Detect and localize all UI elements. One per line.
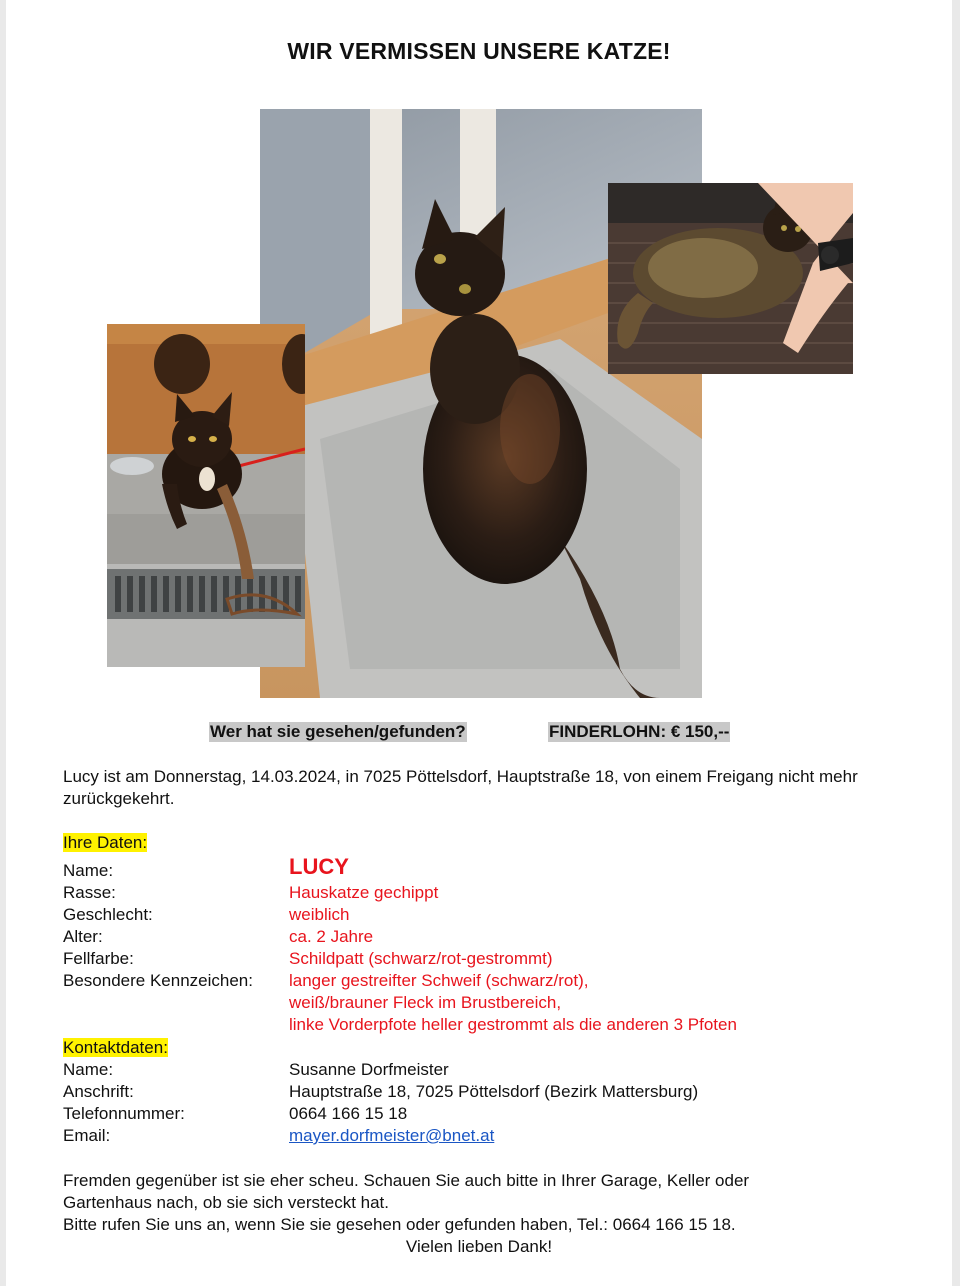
contact-label-name: Name: bbox=[63, 1060, 114, 1079]
cat-value-marks: langer gestreifter Schweif (schwarz/rot), bbox=[289, 971, 589, 990]
cat-label-fur: Fellfarbe: bbox=[63, 949, 134, 968]
cat-label-age: Alter: bbox=[63, 927, 103, 946]
contact-value-address: Hauptstraße 18, 7025 Pöttelsdorf (Bezirk Mattersburg) bbox=[289, 1082, 699, 1101]
cat-label-sex: Geschlecht: bbox=[63, 905, 153, 924]
contact-label-address: Anschrift: bbox=[63, 1082, 134, 1101]
flyer-page bbox=[6, 0, 952, 1286]
intro-paragraph: Lucy ist am Donnerstag, 14.03.2024, in 7025 Pöttelsdorf, Hauptstraße 18, von einem Freigang nicht mehr zurückgekehrt. bbox=[63, 767, 858, 808]
thanks-line: Vielen lieben Dank! bbox=[405, 1237, 553, 1256]
contact-value-phone: 0664 166 15 18 bbox=[289, 1104, 408, 1123]
right-cat-photo bbox=[608, 183, 853, 374]
contact-value-email-wrap bbox=[289, 1125, 494, 1147]
cat-value-marks-line2: weiß/brauner Fleck im Brustbereich, bbox=[289, 993, 562, 1012]
outro-line-2: Gartenhaus nach, ob sie sich versteckt hat. bbox=[63, 1193, 390, 1212]
left-cat-photo bbox=[107, 324, 305, 667]
contact-label-email: Email: bbox=[63, 1126, 111, 1145]
cat-value-breed: Hauskatze gechippt bbox=[289, 883, 439, 902]
outro-line-3: Bitte rufen Sie uns an, wenn Sie sie gesehen oder gefunden haben, Tel.: 0664 166 15 18. bbox=[63, 1215, 736, 1234]
cat-label-name: Name: bbox=[63, 861, 114, 880]
flyer-title: WIR VERMISSEN UNSERE KATZE! bbox=[287, 38, 671, 64]
contact-section-heading-text: Kontaktdaten: bbox=[63, 1038, 168, 1057]
cat-value-age: ca. 2 Jahre bbox=[289, 927, 374, 946]
cat-value-marks-line3: linke Vorderpfote heller gestrommt als die anderen 3 Pfoten bbox=[289, 1015, 737, 1034]
contact-section-heading bbox=[63, 1037, 168, 1059]
email-link[interactable]: mayer.dorfmeister@bnet.at bbox=[289, 1126, 495, 1145]
cat-label-breed: Rasse: bbox=[63, 883, 116, 902]
reward-heading: FINDERLOHN: € 150,-- bbox=[549, 722, 730, 741]
outro-line-1: Fremden gegenüber ist sie eher scheu. Schauen Sie auch bitte in Ihrer Garage, Keller oder bbox=[63, 1171, 750, 1190]
cat-value-name: LUCY bbox=[289, 854, 349, 879]
contact-label-phone: Telefonnummer: bbox=[63, 1104, 185, 1123]
cat-value-sex: weiblich bbox=[289, 905, 350, 924]
question-heading: Wer hat sie gesehen/gefunden? bbox=[210, 722, 466, 741]
cat-value-fur: Schildpatt (schwarz/rot-gestrommt) bbox=[289, 949, 553, 968]
cat-section-heading bbox=[63, 832, 147, 854]
cat-section-heading-text: Ihre Daten: bbox=[63, 833, 148, 852]
cat-label-marks: Besondere Kennzeichen: bbox=[63, 971, 253, 990]
contact-value-name: Susanne Dorfmeister bbox=[289, 1060, 449, 1079]
outro-paragraph bbox=[63, 1170, 903, 1236]
